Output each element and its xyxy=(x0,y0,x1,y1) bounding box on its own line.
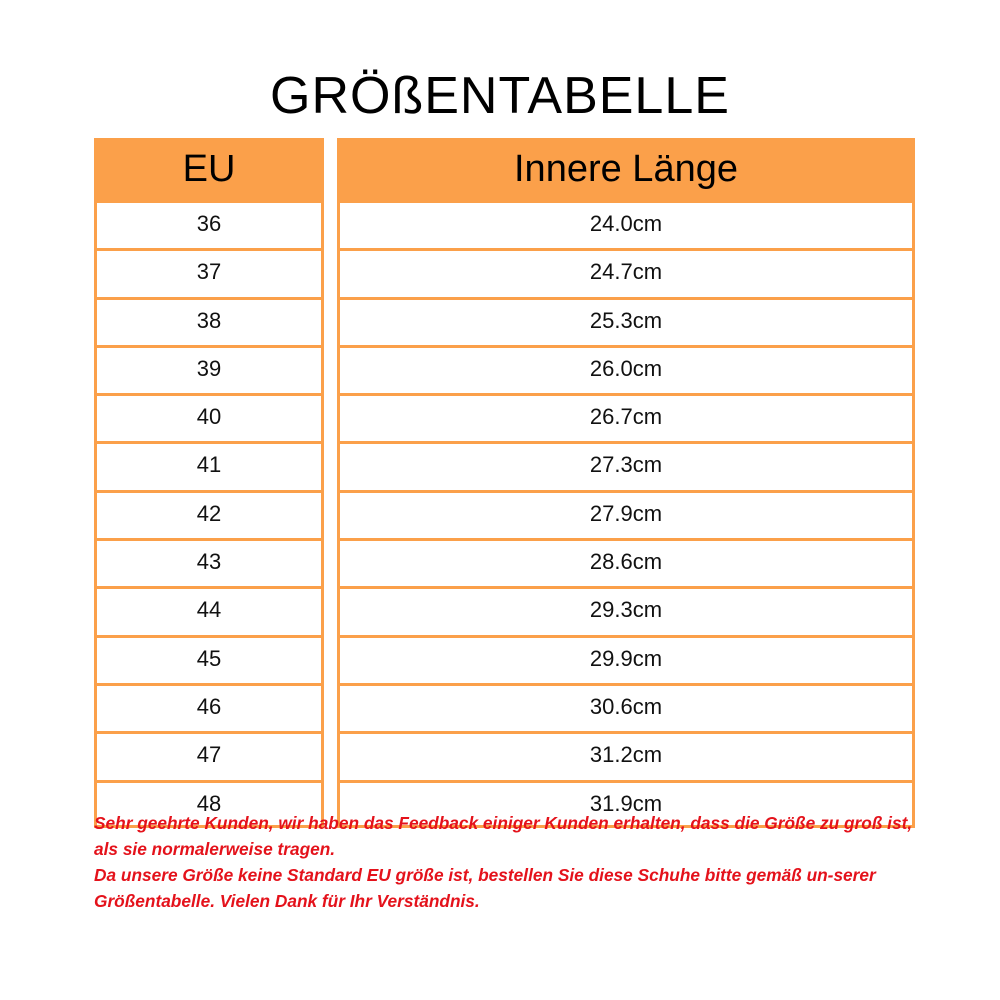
inner-length-list xyxy=(340,200,912,825)
inner-length-cell: 30.6cm xyxy=(340,683,912,728)
eu-size-cell: 41 xyxy=(97,441,321,486)
eu-size-list xyxy=(97,200,321,825)
customer-notice xyxy=(94,810,924,914)
inner-length-cell: 31.9cm xyxy=(340,780,912,825)
eu-size-cell: 38 xyxy=(97,297,321,342)
eu-size-cell: 47 xyxy=(97,731,321,776)
inner-length-cell: 29.3cm xyxy=(340,586,912,631)
eu-size-cell: 39 xyxy=(97,345,321,390)
inner-length-cell: 24.7cm xyxy=(340,248,912,293)
eu-size-cell: 42 xyxy=(97,490,321,535)
inner-length-cell: 27.3cm xyxy=(340,441,912,486)
inner-length-cell: 27.9cm xyxy=(340,490,912,535)
inner-length-cell: 24.0cm xyxy=(340,200,912,245)
eu-size-cell: 43 xyxy=(97,538,321,583)
eu-size-cell: 40 xyxy=(97,393,321,438)
inner-length-cell: 25.3cm xyxy=(340,297,912,342)
eu-size-cell: 36 xyxy=(97,200,321,245)
inner-length-cell: 26.7cm xyxy=(340,393,912,438)
inner-length-cell: 29.9cm xyxy=(340,635,912,680)
inner-length-column-header: Innere Länge xyxy=(337,138,915,200)
inner-length-cell: 28.6cm xyxy=(340,538,912,583)
inner-length-cell: 31.2cm xyxy=(340,731,912,776)
inner-length-cell: 26.0cm xyxy=(340,345,912,390)
eu-size-cell: 37 xyxy=(97,248,321,293)
eu-size-cell: 46 xyxy=(97,683,321,728)
eu-size-cell: 44 xyxy=(97,586,321,631)
eu-size-cell: 45 xyxy=(97,635,321,680)
eu-size-cell: 48 xyxy=(97,780,321,825)
page-title: GRÖßENTABELLE xyxy=(270,67,730,125)
notice-paragraph-1: Sehr geehrte Kunden, wir haben das Feedback einiger Kunden erhalten, dass die Größe zu groß ist, als sie normalerweise tragen. xyxy=(94,813,913,859)
eu-column-header: EU xyxy=(94,138,324,200)
inner-length-column xyxy=(337,138,915,828)
notice-paragraph-2: Da unsere Größe keine Standard EU größe ist, bestellen Sie diese Schuhe bitte gemäß un-serer Größentabelle. Vielen Dank für Ihr Verständnis. xyxy=(94,865,876,911)
eu-size-column xyxy=(94,138,324,828)
